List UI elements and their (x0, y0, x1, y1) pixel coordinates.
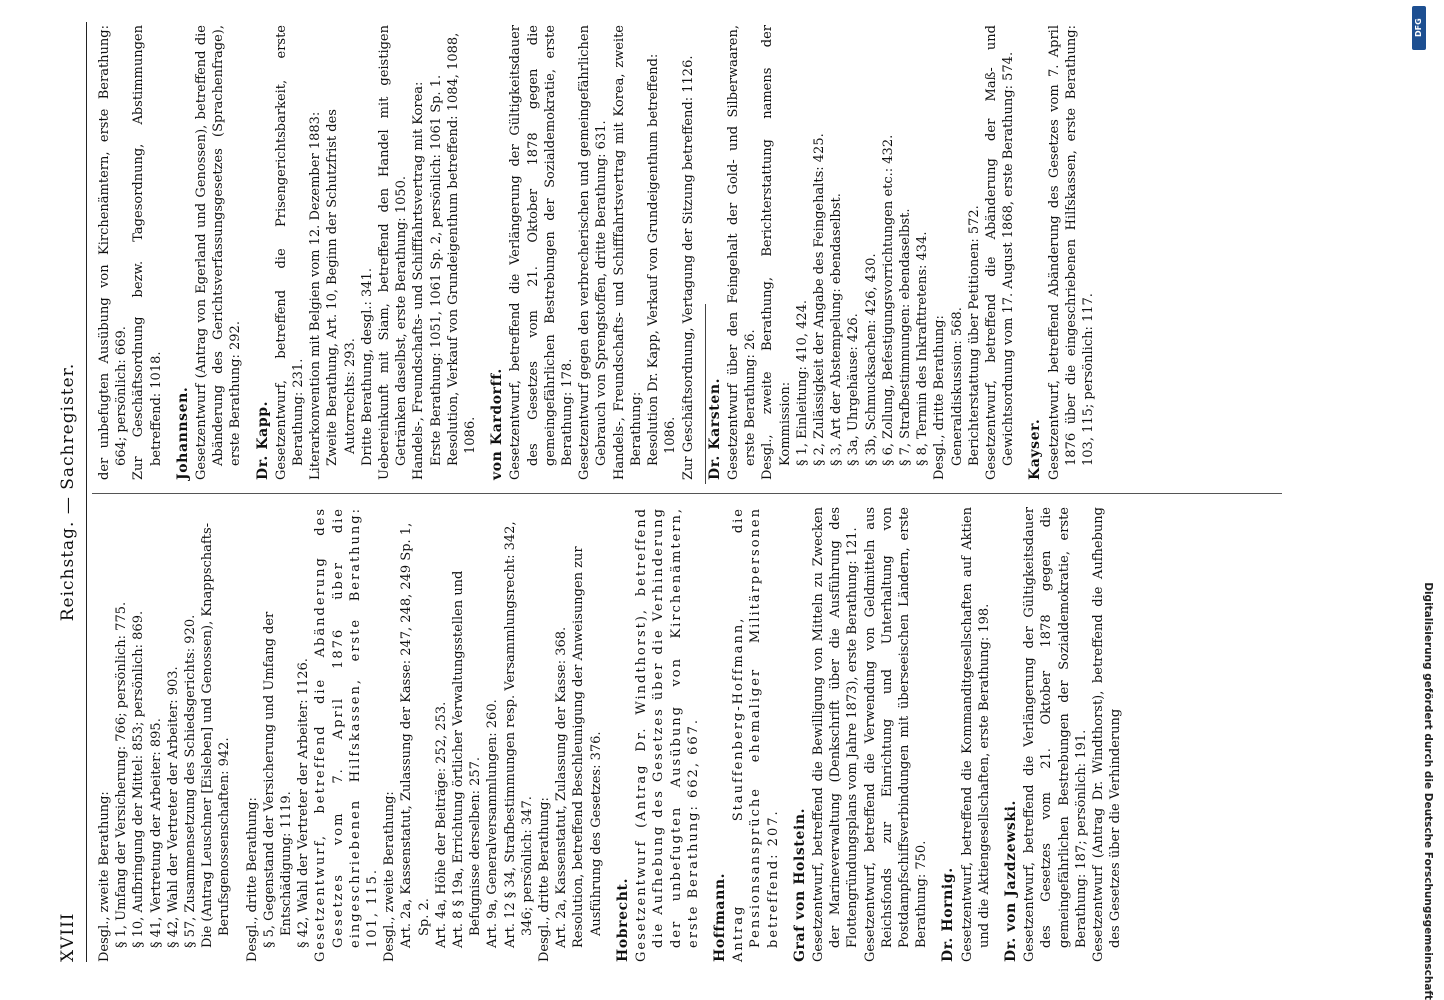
entry-line: Antrag Stauffenberg-Hoffmann, die Pensionsansprüche ehemaliger Militärpersonen betreffend: 207. (731, 507, 781, 962)
entry-line: § 3b, Schmucksachen: 426, 430. (863, 253, 879, 466)
entry-line: § 10, Aufbringung der Mittel: 853; persönlich: 869. (131, 610, 147, 948)
index-entry (1027, 25, 1097, 480)
entry-line: Handels-, Freundschafts- und Schifffahrtsvertrag mit Korea: (411, 81, 427, 480)
entry-line: Gesetzentwurf gegen den verbrecherischen und gemeingefährlichen Gebrauch von Sprengstoffen, dritte Berathung: 631. (577, 25, 610, 480)
speaker-name: Hoffmann. (711, 872, 728, 962)
entry-line: Art. 4a, Höhe der Beiträge: 252, 253. (433, 701, 449, 948)
entry-line: Literarkonvention mit Belgien vom 12. Dezember 1883: (308, 111, 324, 480)
speaker-name: Johannsen. (174, 386, 191, 480)
entry-line: Gesetzentwurf, betreffend die Abänderung des Gesetzes vom 7. April 1876 über die eingeschriebenen Hilfskassen, erste Berathung: 101, 115. (313, 507, 381, 962)
watermark-text: Digitalisierung gefördert durch die Deutsche Forschungsgemeinschaft (1422, 582, 1434, 1000)
entry-line: der unbefugten Ausübung von Kirchenämtern, erste Berathung: 664; persönlich: 669. (97, 25, 130, 480)
entry-line: Erste Berathung: 1051, 1061 Sp. 2, persönlich: 1061 Sp. 1. (428, 74, 444, 466)
index-entry (96, 25, 165, 480)
entry-line: Art. 8 § 19a, Errichtung örtlicher Verwaltungsstellen und Befugnisse derselben: 257. (451, 570, 484, 948)
entry-line: § 5, Gegenstand der Versicherung und Umfang der Entschädigung: 1119. (261, 611, 295, 948)
entry-line: Zur Geschäftsordnung, Vertagung der Sitzung betreffend: 1126. (680, 55, 696, 480)
entry-line: § 7, Strafbestimmungen: ebendaselbst. (897, 208, 913, 466)
entry-line: § 8, Termin des Inkrafttretens: 434. (915, 231, 931, 466)
index-entry (175, 25, 245, 480)
entry-line: Gesetzentwurf (Antrag von Egerland und Genossen), betreffend die Abänderung des Gerichtsverfassungsgesetzes (Sprachenfrage), erste Berathung: 292. (194, 25, 244, 480)
entry-line: Art. 2a, Kassenstatut, Zulassung der Kasse: 368. (554, 626, 570, 948)
index-entry (712, 507, 782, 962)
index-entry (940, 507, 993, 962)
entry-line: Desgl., zweite Berathung, Berichterstattung namens der Kommission: (760, 25, 793, 480)
entry-line: § 2, Zulässigkeit der Angabe des Feingehalts: 425. (811, 133, 827, 466)
entry-line: Gesetzentwurf, betreffend die Verlängerung der Gültigkeitsdauer des Gesetzes vom 21. Oktober 1878 gegen die gemeingefährlichen Bestrebungen der Sozialdemokratie, erste Berathung: 187; persönlich: 191. (1022, 507, 1089, 962)
entry-line: Gesetzentwurf, betreffend die Prisengerichtsbarkeit, erste Berathung: 231. (273, 25, 307, 480)
entry-line: Resolution, betreffend Beschleunigung der Anweisungen zur Ausführung des Gesetzes: 376. (571, 546, 604, 948)
speaker-name: Dr. Kapp. (254, 400, 271, 480)
entry-line: Gesetzentwurf, betreffend die Kommanditgesellschaften auf Aktien und die Aktiengesellschaften, erste Berathung: 198. (959, 507, 992, 962)
running-head (58, 22, 84, 962)
entry-line: § 41, Vertretung der Arbeiter: 895. (148, 718, 164, 948)
entry-line: § 57, Zusammensetzung des Schiedsgerichts: 920. (183, 614, 199, 948)
entry-line: Gesetzentwurf, betreffend die Bewilligung von Mitteln zu Zwecken der Marineverwaltung (Denkschrift über die Ausführung des Flottengründungsplans vom Jahre 1873), erste Berathung: 121. (810, 507, 861, 962)
speaker-name: Kayser. (1027, 418, 1044, 480)
entry-line: Desgl., dritte Berathung: (932, 315, 948, 480)
entry-line: § 6, Zollung, Befestigungsvorrichtungen etc.: 432. (880, 134, 896, 466)
dfg-logo-text: DFG (1414, 18, 1423, 38)
right-column (96, 25, 1276, 480)
index-entry (96, 507, 234, 962)
entry-line: Desgl., zweite Berathung: (382, 791, 398, 962)
entry-line: Gesetzentwurf, betreffend Abänderung des Gesetzes vom 7. April 1876 über die eingeschriebenen Hilfskassen, erste Berathung: 103, 115; persönlich: 117. (1046, 25, 1096, 480)
entry-line: Zweite Berathung, Art. 10, Beginn der Schutzfrist des Autorrechts: 293. (325, 109, 358, 466)
entry-line: Die (Antrag Leuschner [Eisleben] und Genossen), Knappschafts-Berufsgenossenschaften: 942. (200, 522, 233, 948)
index-entry (489, 25, 696, 480)
speaker-name: Dr. Hornig. (940, 867, 957, 962)
header-rule (86, 22, 87, 962)
entry-line: Generaldiskussion: 568. (949, 307, 965, 466)
entry-line: Gesetzentwurf (Antrag Dr. Windthorst), betreffend die Aufhebung des Gesetzes über die Verhinderung der unbefugten Ausübung von Kirchenämtern, erste Berathung: 662, 667. (634, 507, 701, 962)
speaker-name: Graf von Holstein. (791, 807, 808, 962)
entry-line: Art. 12 § 34, Strafbestimmungen resp. Versammlungsrecht: 342, 346; persönlich: 347. (502, 521, 535, 948)
entry-line: Uebereinkunft mit Siam, betreffend den Handel mit geistigen Getränken daselbst, erste Berathung: 1050. (377, 25, 410, 480)
watermark-strip (1400, 0, 1432, 1000)
index-entry (255, 25, 480, 480)
entry-line: Gesetzentwurf, betreffend die Verlängerung der Gültigkeitsdauer des Gesetzes vom 21. Oktober 1878 gegen die gemeingefährlichen Bestrebungen der Sozialdemokratie, erste Berathung: 178. (508, 25, 576, 480)
entry-line: Gesetzentwurf, betreffend die Abänderung der Maß- und Gewichtsordnung vom 17. August 1868, erste Berathung: 574. (983, 25, 1017, 480)
speaker-name: Dr. Karsten. (706, 377, 723, 480)
entry-line: § 3, Art der Abstempelung: ebendaselbst. (829, 193, 845, 466)
entry-line: § 1, Umfang der Versicherung: 766; persönlich: 775. (114, 601, 130, 948)
entry-line: § 3a, Uhrgehäuse: 426. (846, 313, 862, 466)
index-entry (792, 507, 931, 962)
entry-line: Gesetzentwurf, betreffend die Verwendung von Geldmitteln aus Reichsfonds zur Einrichtung und Unterhaltung von Postdampfschiffsverbindungen mit überseeischen Ländern, erste Berathung: 750. (862, 507, 930, 962)
entry-line: Gesetzentwurf über den Feingehalt der Gold- und Silberwaaren, erste Berathung: 26. (725, 25, 759, 480)
entry-line: Art. 9a, Generalversammlungen: 260. (485, 699, 501, 948)
entry-line: Resolution, Verkauf von Grundeigenthum betreffend: 1084, 1088, 1086. (445, 32, 479, 466)
entry-line: § 42, Wahl der Vertreter der Arbeiter: 903. (165, 666, 181, 948)
entry-line: Dritte Berathung, desgl.: 341. (359, 268, 375, 466)
index-entry (1003, 507, 1124, 962)
speaker-name: Dr. von Jazdzewski. (1002, 799, 1019, 962)
entry-line: Zur Geschäftsordnung bezw. Tagesordnung, Abstimmungen betreffend: 1018. (131, 25, 164, 480)
entry-line: Handels-, Freundschafts- und Schifffahrtsvertrag mit Korea, zweite Berathung: (611, 25, 644, 480)
entry-line: Gesetzentwurf (Antrag Dr. Windthorst), betreffend die Aufhebung des Gesetzes über die Verhinderung (1090, 507, 1124, 962)
entry-line: Resolution Dr. Kapp, Verkauf von Grundeigenthum betreffend: 1086. (646, 53, 679, 466)
index-entry (615, 507, 702, 962)
entry-line: Desgl., zweite Berathung: (97, 791, 112, 962)
speaker-name: von Kardorff. (489, 368, 506, 480)
column-divider (92, 493, 1282, 494)
entry-line: Art. 2a, Kassenstatut, Zulassung der Kasse: 247, 248, 249 Sp. 1, Sp. 2. (399, 522, 432, 948)
entry-line: § 1, Einleitung: 410, 424. (794, 299, 810, 466)
index-entry (707, 25, 1018, 480)
entry-line: Desgl., dritte Berathung: (244, 797, 260, 962)
entry-line: § 42, Wahl der Vertreter der Arbeiter: 1126. (296, 658, 312, 948)
left-column (96, 507, 1276, 962)
index-entry (244, 507, 605, 962)
speaker-name: Hobrecht. (614, 877, 631, 962)
entry-line: Berichterstattung über Petitionen: 572. (966, 205, 982, 466)
page-number: XVIII (58, 912, 78, 962)
running-title: Reichstag. — Sachregister. (58, 362, 78, 622)
entry-line: Desgl., dritte Berathung: (537, 797, 553, 962)
